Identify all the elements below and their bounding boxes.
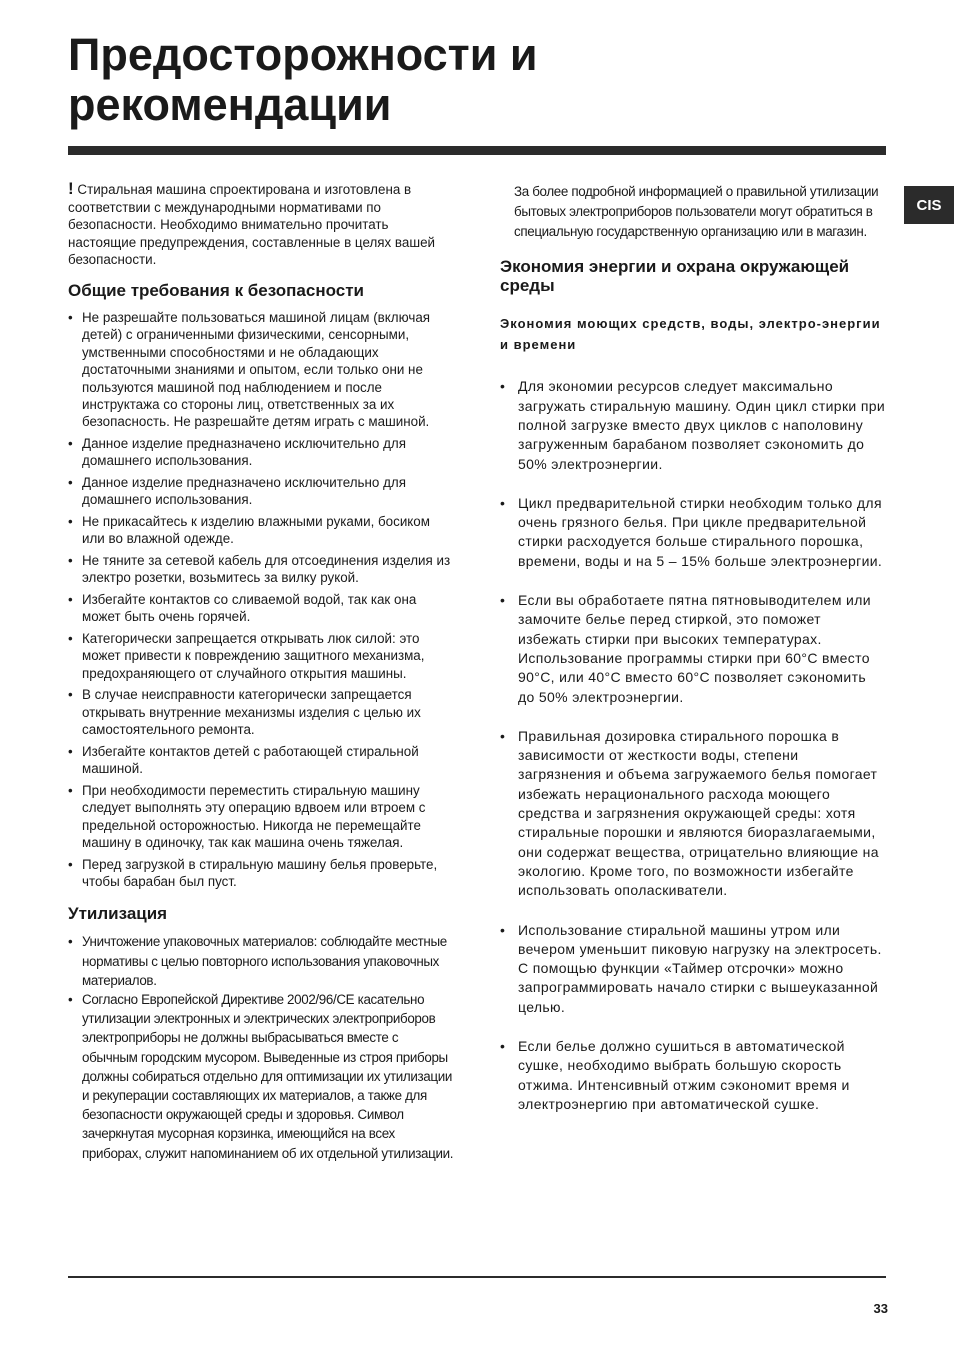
list-item: • При необходимости переместить стиральную машину следует выполнять эту операцию вдвоем или втроем с предельной осторожностью. Никогда не перемещайте машину в одиночку, так как машина очень тяжелая. [68,782,456,852]
disposal-list [68,932,456,1162]
list-item: • Данное изделие предназначено исключительно для домашнего использования. [68,435,456,470]
economy-heading: Экономия энергии и охрана окружающей среды [500,257,850,296]
warning-mark-icon: ! [68,179,74,198]
page-title-line1: Предосторожности и [68,29,538,80]
left-column [68,180,456,1163]
list-item: • Уничтожение упаковочных материалов: соблюдайте местные нормативы с целью повторного использования упаковочных материалов. [68,932,456,990]
economy-subheading: Экономия моющих средств, воды, электро-энергии и времени [500,316,881,353]
language-tab-label: CIS [916,196,942,214]
list-item: • Перед загрузкой в стиральную машину белья проверьте, чтобы барабан был пуст. [68,856,456,891]
intro-paragraph [68,180,456,269]
right-column [500,182,886,1134]
footer-divider [68,1276,886,1278]
safety-list [68,309,456,890]
list-item: • Не тяните за сетевой кабель для отсоединения изделия из электро розетки, возьмитесь за вилку рукой. [68,552,456,587]
list-item: • Для экономии ресурсов следует максимально загружать стиральную машину. Один цикл стирки при полной загрузке вместо двух циклов с наполовину загруженным барабаном позволяет сэкономить до 50% электроэнергии. [500,377,886,473]
safety-heading: Общие требования к безопасности [68,280,364,300]
list-item: • В случае неисправности категорически запрещается открывать внутренние механизмы изделия с целью их самостоятельного ремонта. [68,686,456,738]
page-title [68,30,768,130]
language-tab [904,186,954,224]
list-item: • Данное изделие предназначено исключительно для домашнего использования. [68,474,456,509]
list-item: • Избегайте контактов со сливаемой водой, так как она может быть очень горячей. [68,591,456,626]
list-item: • Если белье должно сушиться в автоматической сушке, необходимо выбрать большую скорость отжима. Интенсивный отжим сэкономит время и электроэнергию при автоматической сушке. [500,1037,886,1114]
page-number: 33 [873,1301,888,1316]
list-item: • Согласно Европейской Директиве 2002/96/CE касательно утилизации электронных и электрических электроприборов электроприборы не должны выбрасываться вместе с обычным городским мусором. Выведенные из строя приборы должны собираться отдельно для оптимизации их утилизации и рекуперации составляющих их материалов, а также для безопасности окружающей среды и здоровья. Символ зачеркнутая мусорная корзинка, имеющийся на всех приборах, служит напоминанием об их отдельной утилизации. [68,990,456,1163]
list-item: • Категорически запрещается открывать люк силой: это может привести к повреждению защитного механизма, предохраняющего от случайного открытия машины. [68,630,456,682]
list-item: • Не прикасайтесь к изделию влажными руками, босиком или во влажной одежде. [68,513,456,548]
list-item: • Использование стиральной машины утром или вечером уменьшит пиковую нагрузку на электросеть. С помощью функции «Таймер отсрочки» можно запрограммировать начало стирки с вышеуказанной целью. [500,921,886,1017]
list-item: • Если вы обработаете пятна пятновыводителем или замочите белье перед стиркой, это поможет избежать стирки при высоких температурах. Использование программы стирки при 60°С вместо 90°С, или 40°С вместо 60°С позволяет сэкономить до 50% электроэнергии. [500,591,886,707]
page-title-line2: рекомендации [68,79,392,130]
disposal-heading: Утилизация [68,904,168,924]
disposal-continuation: За более подробной информацией о правильной утилизации бытовых электроприборов пользователи могут обратиться в специальную государственную организацию или в магазин. [514,184,879,239]
list-item: • Цикл предварительной стирки необходим только для очень грязного белья. При цикле предварительной стирки расходуется больше стирального порошка, времени, воды и на 5 – 15% больше электроэнергии. [500,494,886,571]
title-divider [68,146,886,155]
list-item: • Правильная дозировка стирального порошка в зависимости от жесткости воды, степени загрязнения и объема загружаемого белья помогает избежать нерационального расхода моющего средства и загрязнения окружающей среды: хотя стиральные порошки и являются биоразлагаемыми, они содержат вещества, отрицательно влияющие на экологию. Кроме того, по возможности избегайте использовать ополаскиватели. [500,727,886,901]
list-item: • Избегайте контактов детей с работающей стиральной машиной. [68,743,456,778]
economy-list [500,377,886,1114]
list-item: • Не разрешайте пользоваться машиной лицам (включая детей) с ограниченными физическими, сенсорными, умственными способностями и не обладающих достаточными знаниями и опытом, если только они не пользуются машиной под наблюдением и после инструктажа со стороны лиц, ответственных за их безопасность. Не разрешайте детям играть с машиной. [68,309,456,431]
intro-text: Стиральная машина спроектирована и изготовлена в соответствии с международными нормативами по безопасности. Необходимо внимательно прочитать настоящие предупреждения, составленные в целях вашей безопасности. [68,182,436,268]
